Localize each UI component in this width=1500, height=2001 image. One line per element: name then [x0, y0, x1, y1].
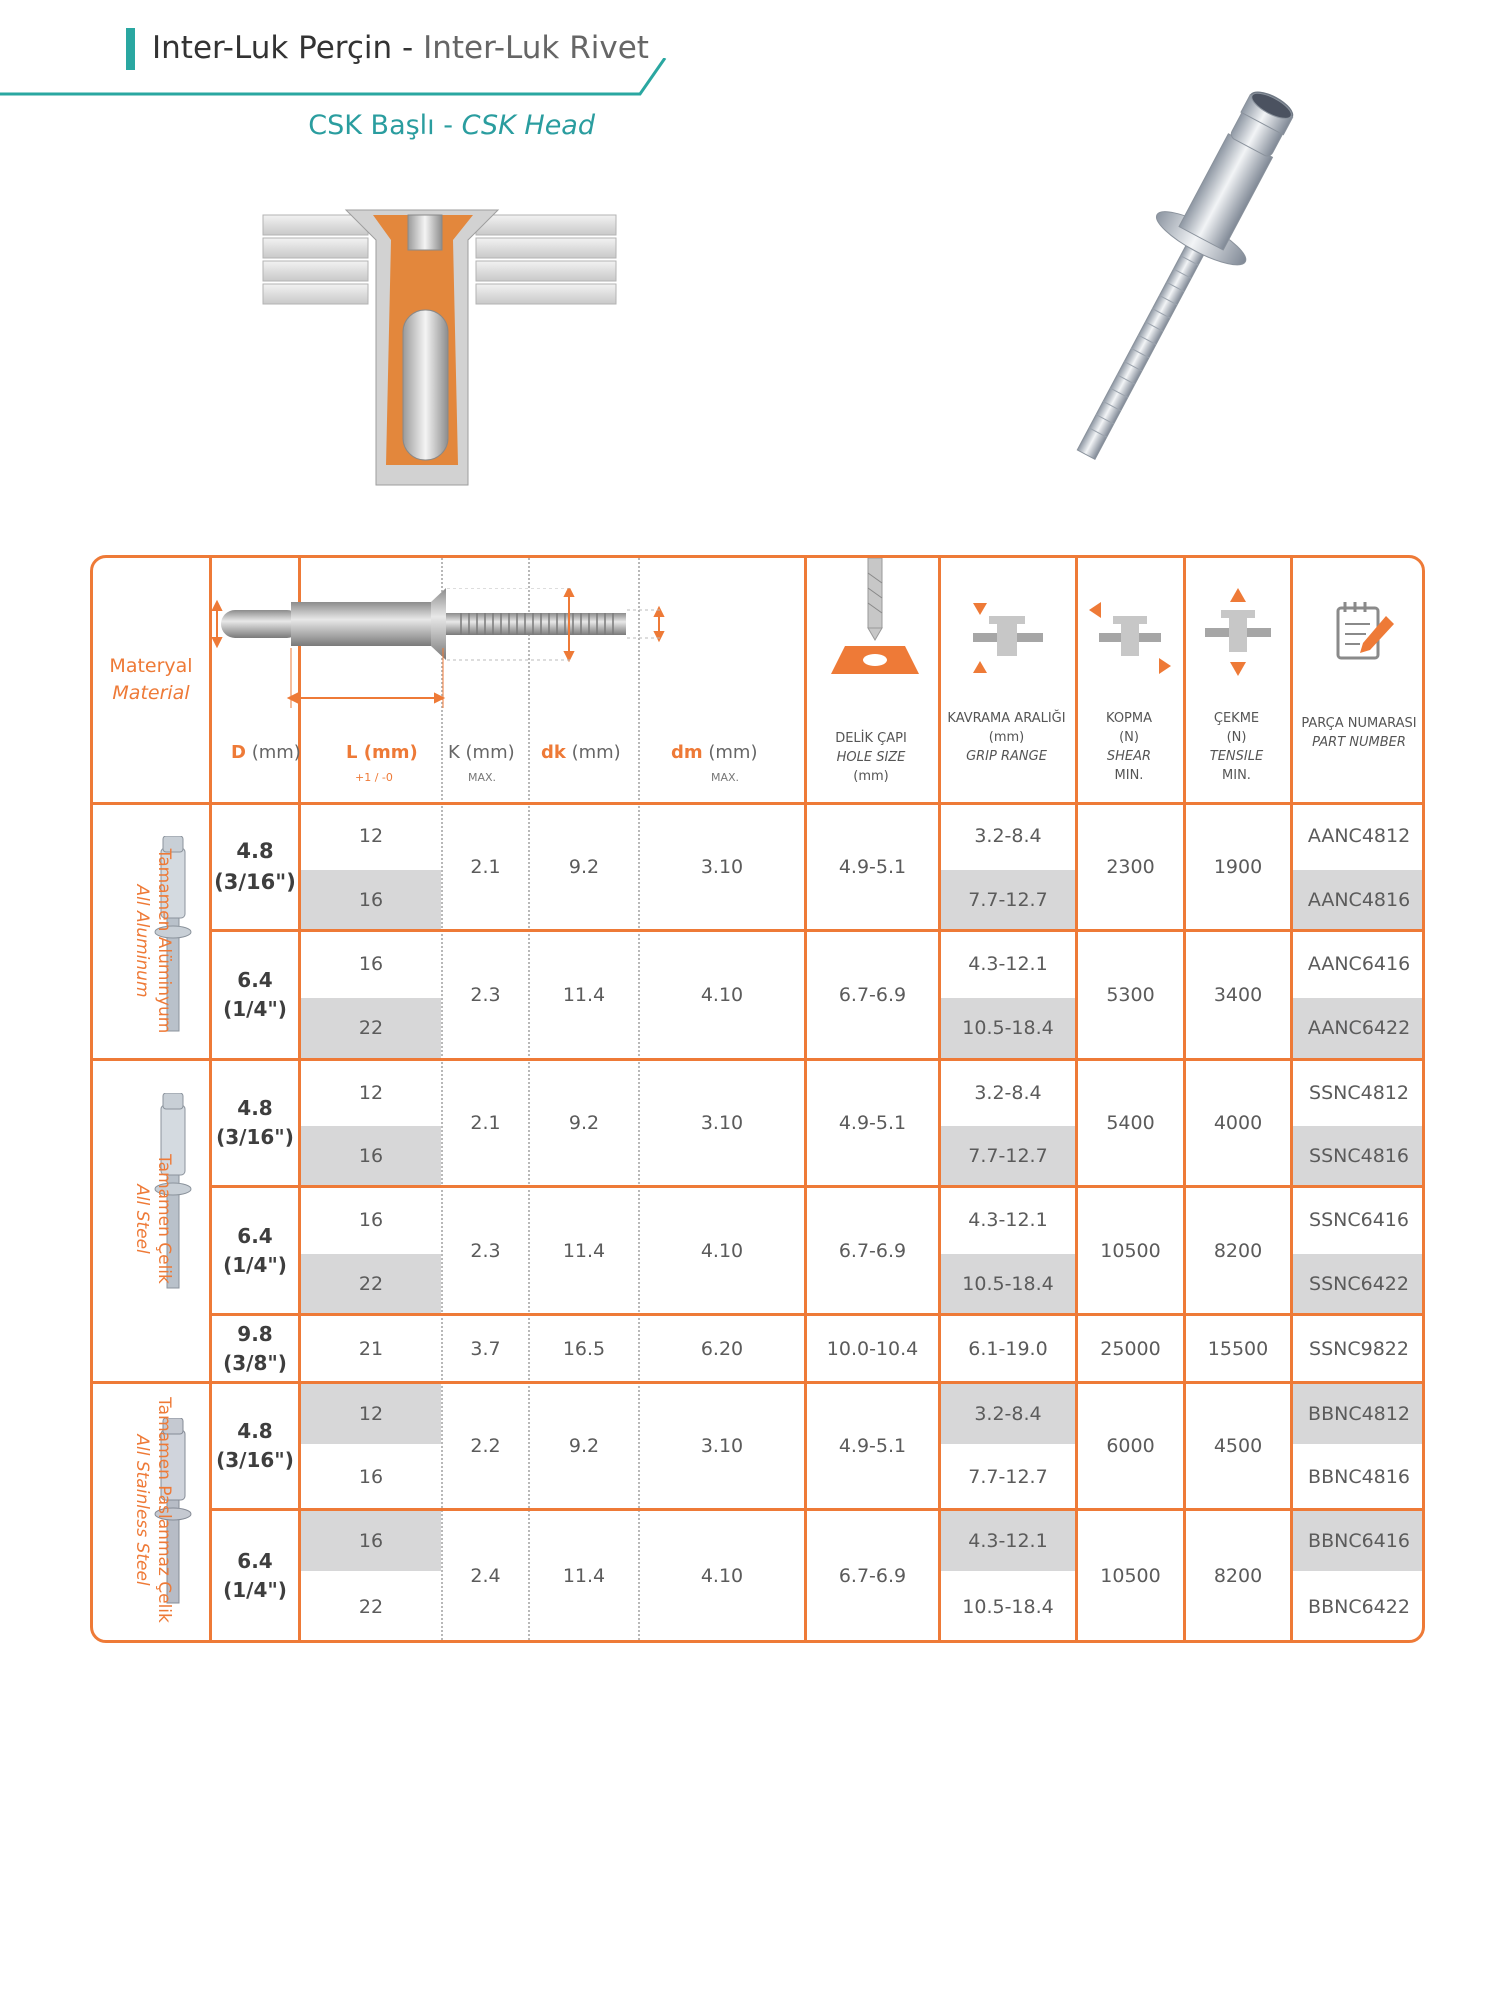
length-cell: 16	[358, 1209, 384, 1231]
header-k-note: MAX.	[468, 771, 497, 784]
dm-cell: 4.10	[700, 1239, 744, 1262]
dm-cell: 3.10	[700, 1112, 744, 1134]
header-hole-size	[804, 729, 938, 786]
part-number-cell: BBNC4812	[1308, 1403, 1410, 1425]
header-hole-tr: DELİK ÇAPI	[835, 731, 907, 746]
shear-cell: 2300	[1106, 856, 1155, 878]
part-number-cell: BBNC4816	[1308, 1466, 1410, 1488]
k-cell: 2.4	[470, 1564, 501, 1587]
header-hole-unit: (mm)	[853, 769, 889, 784]
header-tensile-unit: (N)	[1226, 730, 1247, 745]
dk-cell: 11.4	[562, 984, 606, 1006]
part-number-cell: SSNC4816	[1309, 1144, 1409, 1167]
material-aluminum-tr: Tamamen Alüminyum	[154, 848, 174, 1034]
material-label-stainless	[131, 1360, 175, 1643]
k-cell: 2.3	[470, 1239, 501, 1262]
hole-size-cell: 6.7-6.9	[838, 984, 907, 1006]
part-number-cell: BBNC6416	[1308, 1530, 1410, 1552]
diameter-cell	[212, 1384, 298, 1508]
k-cell: 2.1	[470, 1112, 501, 1134]
header-grip-en: GRIP RANGE	[966, 749, 1047, 764]
header-material-tr: Materyal	[109, 655, 193, 677]
k-cell: 2.2	[470, 1435, 501, 1457]
dk-cell: 11.4	[562, 1239, 606, 1262]
length-cell: 12	[358, 1081, 384, 1104]
grip-range-cell: 3.2-8.4	[974, 825, 1042, 847]
diameter-inch: (3/16")	[216, 1448, 294, 1472]
header-dk-unit: (mm)	[571, 742, 621, 763]
part-number-cell: SSNC9822	[1309, 1337, 1409, 1360]
length-cell: 16	[358, 888, 384, 911]
header-dm-note: MAX.	[711, 771, 740, 784]
hole-size-cell: 6.7-6.9	[838, 1239, 907, 1262]
diameter-mm: 6.4	[237, 1223, 273, 1248]
diameter-mm: 6.4	[237, 1548, 273, 1573]
part-number-cell: AANC4812	[1307, 825, 1411, 847]
diameter-cell	[212, 805, 298, 929]
shear-cell: 5400	[1106, 1112, 1155, 1134]
part-number-cell: AANC6416	[1307, 953, 1411, 975]
length-cell: 16	[358, 953, 384, 975]
shear-cell: 10500	[1100, 1564, 1161, 1587]
length-cell: 12	[358, 825, 384, 847]
header-l	[346, 742, 418, 763]
grip-range-cell: 4.3-12.1	[968, 1209, 1048, 1231]
diameter-inch: (1/4")	[223, 997, 287, 1021]
grip-range-cell: 4.3-12.1	[968, 1530, 1048, 1552]
header-shear-note: MIN.	[1114, 768, 1144, 783]
header-material	[93, 653, 209, 707]
dk-cell: 11.4	[562, 1564, 606, 1587]
part-number-cell: SSNC6416	[1309, 1209, 1409, 1231]
header-material-en: Material	[112, 682, 190, 704]
tensile-cell: 8200	[1213, 1564, 1263, 1587]
drill-icon	[823, 558, 923, 678]
length-cell: 22	[358, 1272, 384, 1295]
notepad-pencil-icon	[1330, 598, 1400, 668]
dm-cell: 3.10	[700, 856, 744, 878]
length-cell: 22	[358, 1595, 384, 1618]
material-aluminum-en: All Aluminum	[132, 884, 152, 998]
header-dk	[541, 742, 621, 763]
tensile-cell: 4500	[1213, 1435, 1263, 1457]
diameter-cell	[212, 1316, 298, 1381]
grip-range-cell: 10.5-18.4	[962, 1595, 1054, 1618]
material-label-steel	[131, 1094, 175, 1344]
dk-cell: 9.2	[568, 1435, 600, 1457]
material-stainless-en: All Stainless Steel	[132, 1434, 152, 1586]
header-tensile	[1183, 709, 1290, 785]
header-grip-unit: (mm)	[988, 730, 1025, 745]
header-shear-en: SHEAR	[1106, 749, 1152, 764]
header-grip-range	[938, 709, 1075, 766]
grip-range-cell: 10.5-18.4	[962, 1017, 1054, 1039]
grip-range-cell: 7.7-12.7	[968, 888, 1048, 911]
header-hole-en: HOLE SIZE	[836, 750, 906, 765]
rivet-product-image	[1015, 58, 1345, 498]
subtitle-en: CSK Head	[461, 110, 595, 141]
hole-size-cell: 10.0-10.4	[826, 1337, 919, 1360]
header-dm	[671, 742, 758, 763]
shear-icon	[1085, 598, 1175, 678]
length-cell: 12	[358, 1403, 384, 1425]
diameter-mm: 6.4	[237, 968, 273, 992]
diameter-cell	[212, 932, 298, 1058]
header-shear	[1075, 709, 1183, 785]
length-cell: 16	[358, 1466, 384, 1488]
grip-range-cell: 3.2-8.4	[974, 1403, 1042, 1425]
title-underline	[0, 58, 670, 98]
k-cell: 3.7	[470, 1337, 501, 1360]
hole-size-cell: 4.9-5.1	[838, 1435, 907, 1457]
dm-cell: 4.10	[700, 1564, 744, 1587]
grip-range-cell: 7.7-12.7	[968, 1144, 1048, 1167]
grip-range-cell: 4.3-12.1	[968, 953, 1048, 975]
diameter-mm: 9.8	[237, 1321, 273, 1346]
tensile-cell: 3400	[1213, 984, 1263, 1006]
rivet-dimension-drawing	[211, 588, 803, 738]
hole-size-cell: 4.9-5.1	[838, 856, 907, 878]
part-number-cell: SSNC4812	[1309, 1081, 1409, 1104]
part-number-cell: AANC4816	[1307, 888, 1411, 911]
tensile-cell: 4000	[1213, 1112, 1263, 1134]
part-number-cell: AANC6422	[1307, 1017, 1411, 1039]
header-part-tr: PARÇA NUMARASI	[1301, 716, 1417, 731]
k-cell: 2.1	[470, 856, 501, 878]
subtitle-separator: -	[434, 110, 462, 141]
length-cell: 21	[358, 1337, 384, 1360]
material-stainless-tr: Tamamen Paslanmaz Çelik	[154, 1397, 174, 1623]
header-l-tolerance: +1 / -0	[355, 771, 393, 784]
diameter-mm: 4.8	[236, 839, 274, 863]
diameter-inch: (1/4")	[223, 1577, 287, 1602]
hole-size-cell: 6.7-6.9	[838, 1564, 907, 1587]
header-dm-symbol: dm	[671, 742, 703, 763]
grip-range-cell: 10.5-18.4	[962, 1272, 1054, 1295]
tensile-cell: 8200	[1213, 1239, 1263, 1262]
header-l-symbol: L (mm)	[346, 742, 418, 763]
spec-table	[90, 555, 1425, 1643]
header-shear-unit: (N)	[1119, 730, 1139, 745]
header-dk-symbol: dk	[541, 742, 566, 763]
header-tensile-tr: ÇEKME	[1213, 711, 1260, 726]
part-number-cell: BBNC6422	[1308, 1595, 1410, 1618]
tensile-icon	[1193, 586, 1283, 678]
header-part-number	[1290, 714, 1425, 752]
rivet-cross-section-image	[258, 200, 628, 500]
header-d	[231, 742, 301, 763]
length-cell: 16	[358, 1530, 384, 1552]
dk-cell: 16.5	[562, 1337, 606, 1360]
grip-range-cell: 7.7-12.7	[968, 1466, 1048, 1488]
header-shear-tr: KOPMA	[1106, 711, 1152, 726]
dk-cell: 9.2	[568, 1112, 600, 1134]
dm-cell: 4.10	[700, 984, 744, 1006]
header-tensile-en: TENSILE	[1209, 749, 1264, 764]
subtitle-tr: CSK Başlı	[308, 110, 435, 141]
header-d-symbol: D	[231, 742, 246, 763]
header-tensile-note: MIN.	[1222, 768, 1251, 783]
diameter-inch: (3/8")	[223, 1350, 287, 1375]
tensile-cell: 1900	[1213, 856, 1263, 878]
diameter-inch: (3/16")	[216, 1125, 294, 1149]
diameter-mm: 4.8	[237, 1419, 273, 1443]
shear-cell: 5300	[1106, 984, 1155, 1006]
dm-cell: 6.20	[700, 1337, 744, 1360]
header-k: K (mm)	[448, 742, 515, 763]
diameter-inch: (1/4")	[223, 1252, 287, 1277]
shear-cell: 6000	[1106, 1435, 1155, 1457]
diameter-cell	[212, 1061, 298, 1185]
tensile-cell: 15500	[1207, 1337, 1269, 1360]
dm-cell: 3.10	[700, 1435, 744, 1457]
material-label-aluminum	[131, 816, 175, 1066]
grip-range-cell: 3.2-8.4	[974, 1081, 1042, 1104]
page-subtitle	[0, 110, 595, 141]
diameter-mm: 4.8	[237, 1096, 273, 1120]
diameter-cell	[212, 1511, 298, 1640]
length-cell: 16	[358, 1144, 384, 1167]
k-cell: 2.3	[470, 984, 501, 1006]
material-steel-en: All Steel	[132, 1184, 152, 1254]
dk-cell: 9.2	[568, 856, 600, 878]
title-separator: -	[392, 30, 424, 66]
shear-cell: 10500	[1100, 1239, 1161, 1262]
header-dm-unit: (mm)	[708, 742, 758, 763]
material-steel-tr: Tamamen Çelik	[154, 1154, 174, 1284]
shear-cell: 25000	[1100, 1337, 1161, 1360]
header-d-unit: (mm)	[251, 742, 301, 763]
length-cell: 22	[358, 1017, 384, 1039]
grip-range-icon	[963, 598, 1053, 678]
hole-size-cell: 4.9-5.1	[838, 1112, 907, 1134]
title-tr: Inter-Luk Perçin	[152, 30, 393, 66]
part-number-cell: SSNC6422	[1309, 1272, 1409, 1295]
grip-range-cell: 6.1-19.0	[968, 1337, 1048, 1360]
header-grip-tr: KAVRAMA ARALIĞI	[947, 711, 1066, 726]
header-part-en: PART NUMBER	[1312, 735, 1406, 750]
diameter-cell	[212, 1188, 298, 1313]
diameter-inch: (3/16")	[214, 870, 296, 894]
title-en: Inter-Luk Rivet	[423, 30, 649, 66]
